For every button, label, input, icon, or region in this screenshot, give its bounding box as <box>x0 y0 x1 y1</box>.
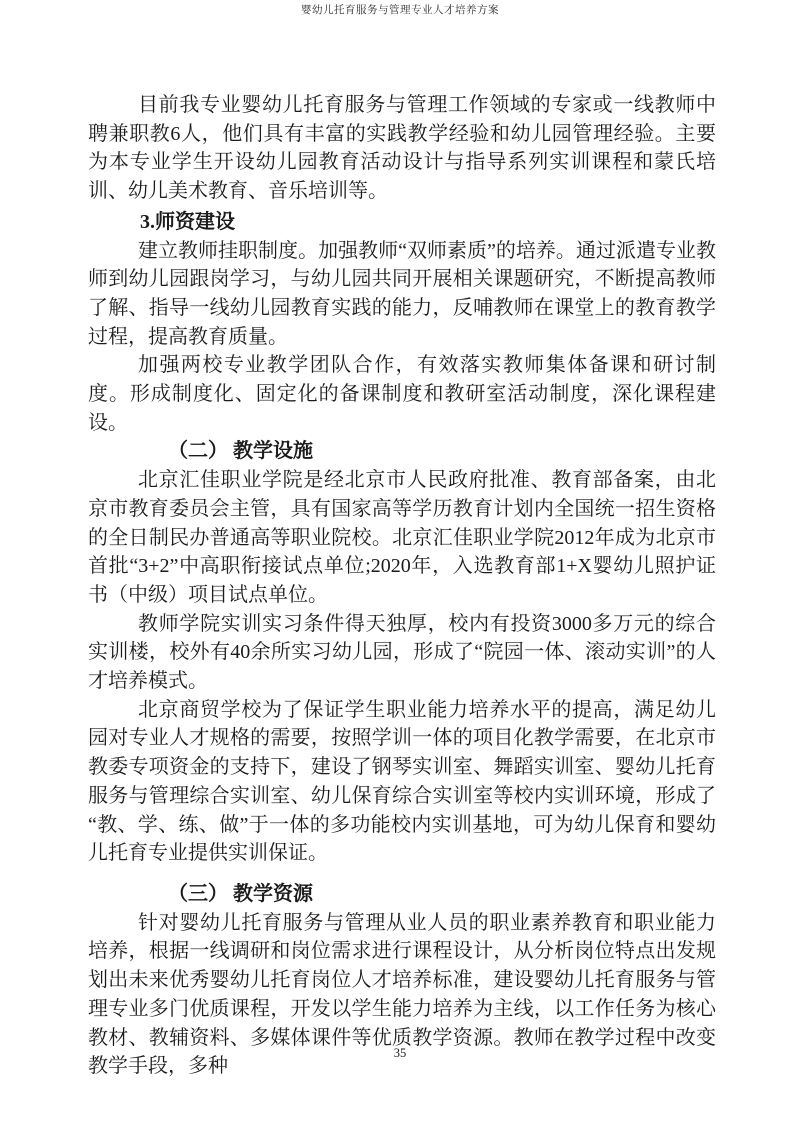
paragraph-training-conditions: 教师学院实训实习条件得天独厚，校内有投资3000多万元的综合实训楼，校外有40余所实习幼儿园，形成了“院园一体、滚动实训”的人才培养模式。 <box>88 612 716 693</box>
page-number: 35 <box>393 1046 407 1060</box>
paragraph-curriculum-design: 针对婴幼儿托育服务与管理从业人员的职业素养教育和职业能力培养，根据一线调研和岗位需求进行课程设计，从分析岗位特点出发规划出未来优秀婴幼儿托育岗位人才培养标准，建设婴幼儿托育服务与管理专业多门优质课程，开发以学生能力培养为主线，以工作任务为核心教材、教辅资料、多媒体课件等优质教学资源。教师在教学过程中改变教学手段，多种 <box>88 911 716 1078</box>
section-heading-teaching-resources: （三） 教学资源 <box>168 882 313 905</box>
paragraph-adjunct-teachers: 目前我专业婴幼儿托育服务与管理工作领域的专家或一线教师中聘兼职教6人，他们具有丰富的实践教学经验和幼儿园管理经验。主要为本专业学生开设幼儿园教育活动设计与指导系列实训课程和蒙氏培训、幼儿美术教育、音乐培训等。 <box>88 94 716 203</box>
paragraph-team-cooperation: 加强两校专业教学团队合作，有效落实教师集体备课和研讨制度。形成制度化、固定化的备课制度和教研室活动制度，深化课程建设。 <box>88 354 716 434</box>
section-heading-teaching-facilities: （二） 教学设施 <box>168 440 313 463</box>
document-body <box>88 91 716 1081</box>
paragraph-teacher-secondment: 建立教师挂职制度。加强教师“双师素质”的培养。通过派遣专业教师到幼儿园跟岗学习，与幼儿园共同开展相关课题研究，不断提高教师了解、指导一线幼儿园教育实践的能力，反哺教师在课堂上的教育教学过程，提高教育质量。 <box>88 239 716 348</box>
running-header: 婴幼儿托育服务与管理专业人才培养方案 <box>301 5 499 16</box>
paragraph-huijia-college: 北京汇佳职业学院是经北京市人民政府批准、教育部备案，由北京市教育委员会主管，具有国家高等学历教育计划内全国统一招生资格的全日制民办普通高等职业院校。北京汇佳职业学院2012年成为北京市首批“3+2”中高职衔接试点单位;2020年，入选教育部1+X婴幼儿照护证书（中级）项目试点单位。 <box>88 469 716 606</box>
section-heading-faculty-development: 3.师资建设 <box>140 210 235 233</box>
paragraph-commerce-school-facilities: 北京商贸学校为了保证学生职业能力培养水平的提高，满足幼儿园对专业人才规格的需要，按照学训一体的项目化教学需要，在北京市教委专项资金的支持下，建设了钢琴实训室、舞蹈实训室、婴幼儿托育服务与管理综合实训室、幼儿保育综合实训室等校内实训环境，形成了“教、学、练、做”于一体的多功能校内实训基地，可为幼儿保育和婴幼儿托育专业提供实训保证。 <box>88 698 716 865</box>
